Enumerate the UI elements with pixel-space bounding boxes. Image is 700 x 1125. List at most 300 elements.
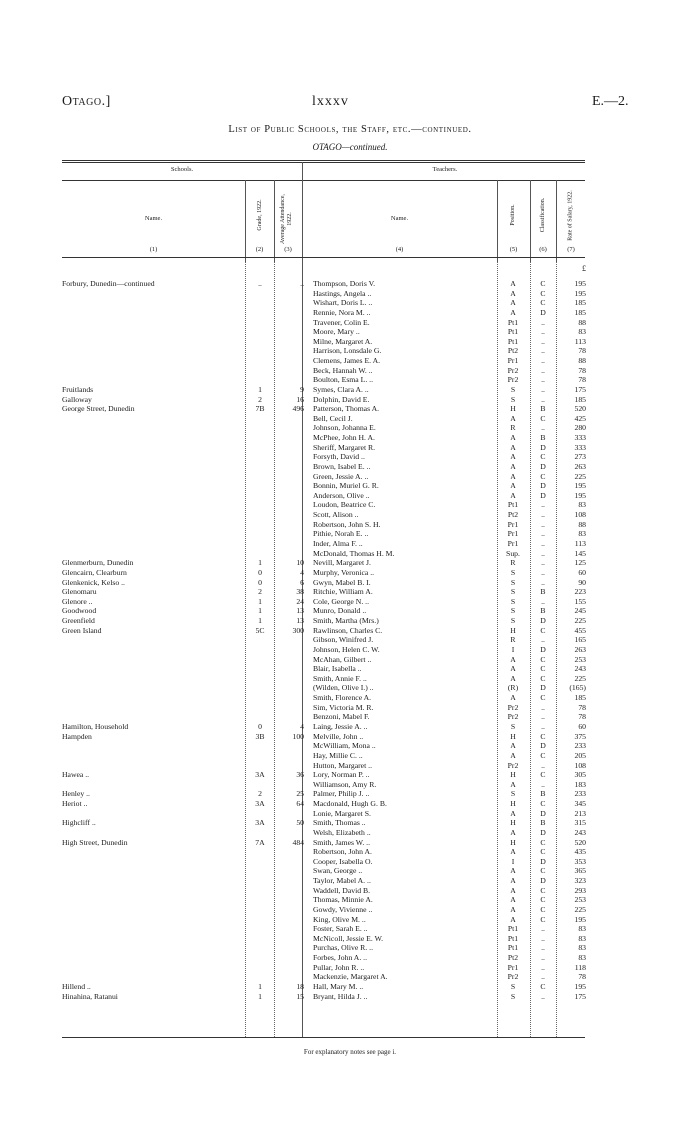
cell-classification: D <box>540 876 546 886</box>
table-row <box>0 838 600 848</box>
table-row <box>0 289 600 299</box>
cell-grade: 2 <box>258 789 262 799</box>
cell-salary: 185 <box>574 298 586 308</box>
cell-classification: .. <box>541 384 545 394</box>
cell-classification: .. <box>541 924 545 934</box>
cell-teacher-name: Williamson, Amy R. <box>313 779 377 789</box>
cell-teacher-name: Gowdy, Vivienne .. <box>313 904 373 914</box>
table-row <box>0 500 600 510</box>
cell-teacher-name: Boulton, Esma L. .. <box>313 375 374 385</box>
cell-teacher-name: Travener, Colin E. <box>313 317 370 327</box>
cell-salary: 118 <box>574 962 586 972</box>
cell-teacher-name: Johnson, Helen C. W. <box>313 644 380 654</box>
cell-salary: 108 <box>574 510 586 520</box>
cell-position: Pt1 <box>507 336 519 346</box>
cell-attendance: 13 <box>296 606 304 616</box>
cell-grade: 3A <box>255 818 265 828</box>
cell-classification: .. <box>541 962 545 972</box>
cell-classification: C <box>540 413 546 423</box>
table-row <box>0 799 600 809</box>
cell-position: H <box>510 799 516 809</box>
table-row <box>0 318 600 328</box>
table-row <box>0 722 600 732</box>
cell-teacher-name: Moore, Mary .. <box>313 327 360 337</box>
cell-salary: 83 <box>578 327 586 337</box>
cell-classification: .. <box>541 635 545 645</box>
table-row <box>0 491 600 501</box>
table-row <box>0 433 600 443</box>
cell-salary: 60 <box>578 567 586 577</box>
cell-grade: 1 <box>258 981 262 991</box>
cell-salary: 333 <box>574 433 586 443</box>
table-row <box>0 375 600 385</box>
cell-salary: 78 <box>578 375 586 385</box>
cell-school-name: Heriot .. <box>62 799 88 809</box>
cell-school-name: Hinahina, Ratanui <box>62 991 118 1001</box>
cell-salary: 225 <box>574 471 586 481</box>
cell-salary: 435 <box>574 847 586 857</box>
cell-teacher-name: Forsyth, David .. <box>313 452 365 462</box>
cell-salary: 243 <box>574 827 586 837</box>
cell-position: H <box>510 818 516 828</box>
cell-teacher-name: Robertson, John S. H. <box>313 519 381 529</box>
table-row <box>0 693 600 703</box>
cell-grade: 1 <box>258 606 262 616</box>
cell-grade: 1 <box>258 384 262 394</box>
cell-salary: 78 <box>578 365 586 375</box>
cell-teacher-name: Johnson, Johanna E. <box>313 423 376 433</box>
cell-classification: .. <box>541 356 545 366</box>
cell-salary: 195 <box>574 914 586 924</box>
cell-salary: 333 <box>574 442 586 452</box>
table-row <box>0 539 600 549</box>
cell-attendance: 18 <box>296 981 304 991</box>
table-row <box>0 683 600 693</box>
table-row <box>0 452 600 462</box>
cell-salary: 183 <box>574 779 586 789</box>
cell-teacher-name: King, Olive M. .. <box>313 914 366 924</box>
cell-teacher-name: McNicoll, Jessie E. W. <box>313 933 384 943</box>
cell-salary: (165) <box>569 683 586 693</box>
cell-teacher-name: Palmer, Philip J. .. <box>313 789 370 799</box>
cell-position: Pr1 <box>507 539 519 548</box>
cell-classification: .. <box>541 596 545 606</box>
table-row <box>0 423 600 433</box>
cell-attendance: 16 <box>296 394 304 404</box>
cell-teacher-name: Loudon, Beatrice C. <box>313 500 376 510</box>
header-right: E.—2. <box>592 94 629 109</box>
cell-salary: 263 <box>574 461 586 471</box>
cell-teacher-name: Green, Jessie A. .. <box>313 471 369 481</box>
cell-classification: C <box>540 288 546 298</box>
cell-salary: 365 <box>574 866 586 876</box>
cell-teacher-name: Hay, Millie C. .. <box>313 750 363 760</box>
cell-position: A <box>510 471 516 481</box>
cell-salary: 520 <box>574 837 586 847</box>
col-name-teachers: Name. <box>390 215 409 222</box>
cell-teacher-name: Purchas, Olive R. .. <box>313 943 373 953</box>
table-row <box>0 279 600 289</box>
table-row <box>0 934 600 944</box>
cell-salary: 88 <box>578 356 586 366</box>
cell-teacher-name: Gibson, Winifred J. <box>313 635 374 645</box>
col-num-2: (2) <box>255 246 264 253</box>
cell-classification: C <box>540 625 546 635</box>
cell-teacher-name: Bryant, Hilda J. .. <box>313 991 368 1001</box>
table-row <box>0 857 600 867</box>
cell-salary: 195 <box>574 279 586 288</box>
cell-position: A <box>510 279 516 288</box>
cell-position: R <box>510 423 516 433</box>
cell-school-name: Hawea .. <box>62 770 90 780</box>
cell-attendance: 300 <box>292 625 304 635</box>
cell-position: S <box>510 577 516 587</box>
cell-teacher-name: Melville, John .. <box>313 731 364 741</box>
cell-classification: C <box>540 654 546 664</box>
cell-position: R <box>510 635 516 645</box>
cell-grade: 2 <box>258 394 262 404</box>
cell-position: Sup. <box>506 548 520 558</box>
cell-attendance: 4 <box>300 567 304 577</box>
cell-position: S <box>510 991 516 1001</box>
cell-school-name: Green Island <box>62 625 102 635</box>
cell-teacher-name: Beck, Hannah W. .. <box>313 365 373 375</box>
cell-school-name: Greenfield <box>62 616 95 626</box>
col-teachers: Teachers. <box>432 166 458 173</box>
cell-classification: .. <box>541 943 545 953</box>
cell-salary: 185 <box>574 693 586 703</box>
table-row <box>0 520 600 530</box>
cell-teacher-name: Mackenzie, Margaret A. <box>313 972 388 982</box>
cell-position: Pt1 <box>507 943 519 953</box>
cell-teacher-name: Smith, James W. .. <box>313 837 371 847</box>
cell-position: Pr1 <box>507 962 519 972</box>
cell-salary: 60 <box>578 721 586 731</box>
cell-classification: D <box>540 481 546 491</box>
cell-grade: 1 <box>258 991 262 1001</box>
cell-position: S <box>510 567 516 577</box>
cell-position: S <box>510 789 516 799</box>
cell-attendance: 36 <box>296 770 304 780</box>
cell-classification: .. <box>541 336 545 346</box>
cell-school-name: Glenkenick, Kelso .. <box>62 577 125 587</box>
table-row <box>0 664 600 674</box>
col-grade: Grade, 1922. <box>257 199 263 231</box>
col-salary: Rate of Salary, 1922. <box>567 190 574 241</box>
cell-classification: C <box>540 452 546 462</box>
cell-position: Pr2 <box>507 375 519 385</box>
table-row <box>0 635 600 645</box>
cell-position: Pr1 <box>507 519 519 529</box>
cell-position: A <box>510 288 516 298</box>
cell-teacher-name: Clemens, James E. A. <box>313 356 381 366</box>
cell-salary: 83 <box>578 924 586 934</box>
cell-classification: C <box>540 885 546 895</box>
table-row <box>0 992 600 1002</box>
cell-teacher-name: Thomas, Minnie A. <box>313 895 373 905</box>
col-name-schools: Name. <box>144 215 163 222</box>
table-row <box>0 549 600 559</box>
cell-teacher-name: Benzoni, Mabel F. <box>313 712 370 722</box>
cell-salary: 113 <box>574 539 586 548</box>
cell-salary: 253 <box>574 895 586 905</box>
cell-position: A <box>510 490 516 500</box>
cell-salary: 233 <box>574 789 586 799</box>
col-num-3: (3) <box>284 246 292 253</box>
cell-teacher-name: Hall, Mary M. .. <box>313 981 364 991</box>
cell-teacher-name: McWilliam, Mona .. <box>313 741 376 751</box>
cell-school-name: Goodwood <box>62 606 97 616</box>
cell-teacher-name: Ritchie, William A. <box>313 587 373 597</box>
cell-classification: B <box>540 587 546 597</box>
cell-position: Pr2 <box>507 760 519 770</box>
cell-position: A <box>510 664 516 674</box>
table-row <box>0 828 600 838</box>
cell-salary: 88 <box>578 317 586 327</box>
cell-position: A <box>510 413 516 423</box>
table-row <box>0 963 600 973</box>
cell-position: H <box>510 625 516 635</box>
cell-position: A <box>510 808 516 818</box>
cell-teacher-name: Cooper, Isabella O. <box>313 856 373 866</box>
cell-position: (R) <box>507 683 519 693</box>
cell-grade: 1 <box>258 596 262 606</box>
cell-teacher-name: (Wilden, Olive I.) .. <box>313 683 374 693</box>
table-row <box>0 732 600 742</box>
cell-classification: .. <box>541 577 545 587</box>
cell-classification: .. <box>541 375 545 385</box>
cell-classification: D <box>540 616 546 626</box>
cell-salary: 455 <box>574 625 586 635</box>
cell-grade: 5C <box>255 625 265 635</box>
cell-classification: .. <box>541 500 545 510</box>
footer-note: For explanatory notes see page i. <box>303 1048 397 1056</box>
cell-classification: .. <box>541 510 545 520</box>
cell-teacher-name: Patterson, Thomas A. <box>313 404 380 414</box>
cell-salary: 78 <box>578 346 586 356</box>
cell-position: Pr2 <box>507 712 519 722</box>
cell-grade: 0 <box>258 721 262 731</box>
cell-position: A <box>510 827 516 837</box>
cell-school-name: Galloway <box>62 394 92 404</box>
cell-grade: 3B <box>255 731 265 741</box>
cell-attendance: 6 <box>300 577 304 587</box>
cell-position: Pt1 <box>507 924 519 934</box>
cell-classification: .. <box>541 953 545 963</box>
cell-teacher-name: Lonie, Margaret S. <box>313 808 371 818</box>
table-row <box>0 982 600 992</box>
cell-position: A <box>510 298 516 308</box>
cell-position: I <box>511 644 515 654</box>
cell-classification: C <box>540 693 546 703</box>
cell-salary: 90 <box>578 577 586 587</box>
cell-teacher-name: Munro, Donald .. <box>313 606 367 616</box>
cell-classification: .. <box>541 712 545 722</box>
cell-salary: 520 <box>574 404 586 414</box>
cell-salary: 375 <box>574 731 586 741</box>
cell-teacher-name: Murphy, Veronica .. <box>313 567 375 577</box>
cell-school-name: George Street, Dunedin <box>62 404 135 414</box>
cell-teacher-name: Smith, Thomas .. <box>313 818 366 828</box>
cell-position: Pr2 <box>507 702 519 712</box>
cell-salary: 253 <box>574 654 586 664</box>
cell-classification: C <box>540 981 546 991</box>
cell-position: A <box>510 914 516 924</box>
cell-school-name: Glenomaru <box>62 587 97 597</box>
cell-teacher-name: Scott, Alison .. <box>313 510 359 520</box>
cell-classification: C <box>540 895 546 905</box>
cell-salary: 243 <box>574 664 586 674</box>
cell-attendance: 24 <box>296 596 304 606</box>
cell-teacher-name: Brown, Isabel E. .. <box>313 461 371 471</box>
cell-teacher-name: McPhee, John H. A. <box>313 433 375 443</box>
cell-teacher-name: Dolphin, David E. <box>313 394 370 404</box>
col-classification: Classification. <box>540 197 546 233</box>
table-row <box>0 481 600 491</box>
cell-position: S <box>510 616 516 626</box>
cell-position: I <box>511 856 515 866</box>
cell-classification: C <box>540 799 546 809</box>
cell-school-name: Fruitlands <box>62 384 94 394</box>
cell-position: S <box>510 394 516 404</box>
cell-position: R <box>510 558 516 568</box>
col-num-7: (7) <box>567 246 575 253</box>
cell-position: A <box>510 741 516 751</box>
cell-teacher-name: Hutton, Margaret .. <box>313 760 372 770</box>
cell-classification: .. <box>541 721 545 731</box>
cell-salary: 145 <box>574 548 586 558</box>
cell-attendance: 64 <box>296 799 304 809</box>
cell-position: H <box>510 837 516 847</box>
cell-teacher-name: Lory, Norman P. .. <box>313 770 370 780</box>
col-num-6: (6) <box>539 246 547 253</box>
table-row <box>0 770 600 780</box>
table-row <box>0 356 600 366</box>
cell-school-name: Hamilton, Household <box>62 721 129 731</box>
table-row <box>0 385 600 395</box>
table-row <box>0 462 600 472</box>
cell-position: A <box>510 673 516 683</box>
table-row <box>0 510 600 520</box>
cell-classification: .. <box>541 423 545 433</box>
cell-teacher-name: Bonnin, Muriel G. R. <box>313 481 379 491</box>
cell-salary: 83 <box>578 953 586 963</box>
cell-classification: C <box>540 847 546 857</box>
cell-teacher-name: Smith, Annie F. .. <box>313 673 367 683</box>
cell-salary: 83 <box>578 500 586 510</box>
cell-classification: .. <box>541 548 545 558</box>
cell-salary: 273 <box>574 452 586 462</box>
cell-salary: 305 <box>574 770 586 780</box>
cell-classification: C <box>540 750 546 760</box>
table-row <box>0 472 600 482</box>
cell-classification: B <box>540 789 546 799</box>
cell-salary: 175 <box>574 384 586 394</box>
cell-position: Pt2 <box>507 346 519 356</box>
table-row <box>0 587 600 597</box>
cell-classification: D <box>540 644 546 654</box>
cell-position: Pr2 <box>507 972 519 982</box>
cell-teacher-name: Taylor, Mabel A. .. <box>313 876 371 886</box>
page-title: List of Public Schools, the Staff, etc.—continued. <box>228 124 472 135</box>
cell-teacher-name: Sheriff, Margaret R. <box>313 442 376 452</box>
cell-salary: 263 <box>574 644 586 654</box>
cell-classification: B <box>540 818 546 828</box>
cell-classification: C <box>540 731 546 741</box>
col-num-1: (1) <box>149 246 158 253</box>
cell-position: S <box>510 981 516 991</box>
cell-classification: .. <box>541 346 545 356</box>
cell-salary: 225 <box>574 673 586 683</box>
cell-classification: .. <box>541 365 545 375</box>
cell-position: Pt2 <box>507 510 519 520</box>
cell-classification: C <box>540 914 546 924</box>
table-row <box>0 943 600 953</box>
cell-position: H <box>510 770 516 780</box>
cell-position: A <box>510 693 516 703</box>
cell-teacher-name: Rennie, Nora M. .. <box>313 307 371 317</box>
table-row <box>0 327 600 337</box>
cell-position: Pt1 <box>507 500 519 510</box>
header-page-number: lxxxv <box>312 94 349 109</box>
cell-salary: 125 <box>574 558 586 568</box>
cell-teacher-name: Inder, Alma F. .. <box>313 539 363 548</box>
cell-position: Pt2 <box>507 953 519 963</box>
cell-position: A <box>510 895 516 905</box>
cell-school-name: Hampden <box>62 731 92 741</box>
cell-attendance: 38 <box>296 587 304 597</box>
table-row <box>0 443 600 453</box>
cell-classification: .. <box>541 567 545 577</box>
table-row <box>0 703 600 713</box>
table-row <box>0 953 600 963</box>
cell-classification: C <box>540 770 546 780</box>
cell-position: Pr2 <box>507 365 519 375</box>
table-row <box>0 616 600 626</box>
cell-salary: 345 <box>574 799 586 809</box>
cell-teacher-name: Nevill, Margaret J. <box>313 558 371 568</box>
table-row <box>0 866 600 876</box>
cell-position: A <box>510 481 516 491</box>
cell-salary: 223 <box>574 587 586 597</box>
cell-position: Pt1 <box>507 317 519 327</box>
cell-salary: 233 <box>574 741 586 751</box>
cell-teacher-name: Laing, Jessie A. .. <box>313 721 368 731</box>
cell-teacher-name: Rawlinson, Charles C. <box>313 625 383 635</box>
cell-salary: 78 <box>578 702 586 712</box>
cell-position: H <box>510 731 516 741</box>
cell-teacher-name: Harrison, Lonsdale G. <box>313 346 382 356</box>
table-row <box>0 578 600 588</box>
cell-grade: .. <box>258 279 262 288</box>
cell-attendance: 100 <box>292 731 304 741</box>
cell-salary: 225 <box>574 616 586 626</box>
cell-salary: 280 <box>574 423 586 433</box>
cell-position: A <box>510 461 516 471</box>
cell-position: A <box>510 866 516 876</box>
table-row <box>0 346 600 356</box>
cell-salary: 323 <box>574 876 586 886</box>
cell-grade: 7B <box>255 404 265 414</box>
cell-teacher-name: Pithie, Norah E. .. <box>313 529 369 539</box>
table-row <box>0 886 600 896</box>
cell-salary: 185 <box>574 394 586 404</box>
cell-teacher-name: Sim, Victoria M. R. <box>313 702 374 712</box>
cell-classification: D <box>540 307 546 317</box>
cell-salary: 195 <box>574 288 586 298</box>
table-row <box>0 645 600 655</box>
cell-teacher-name: Waddell, David B. <box>313 885 371 895</box>
